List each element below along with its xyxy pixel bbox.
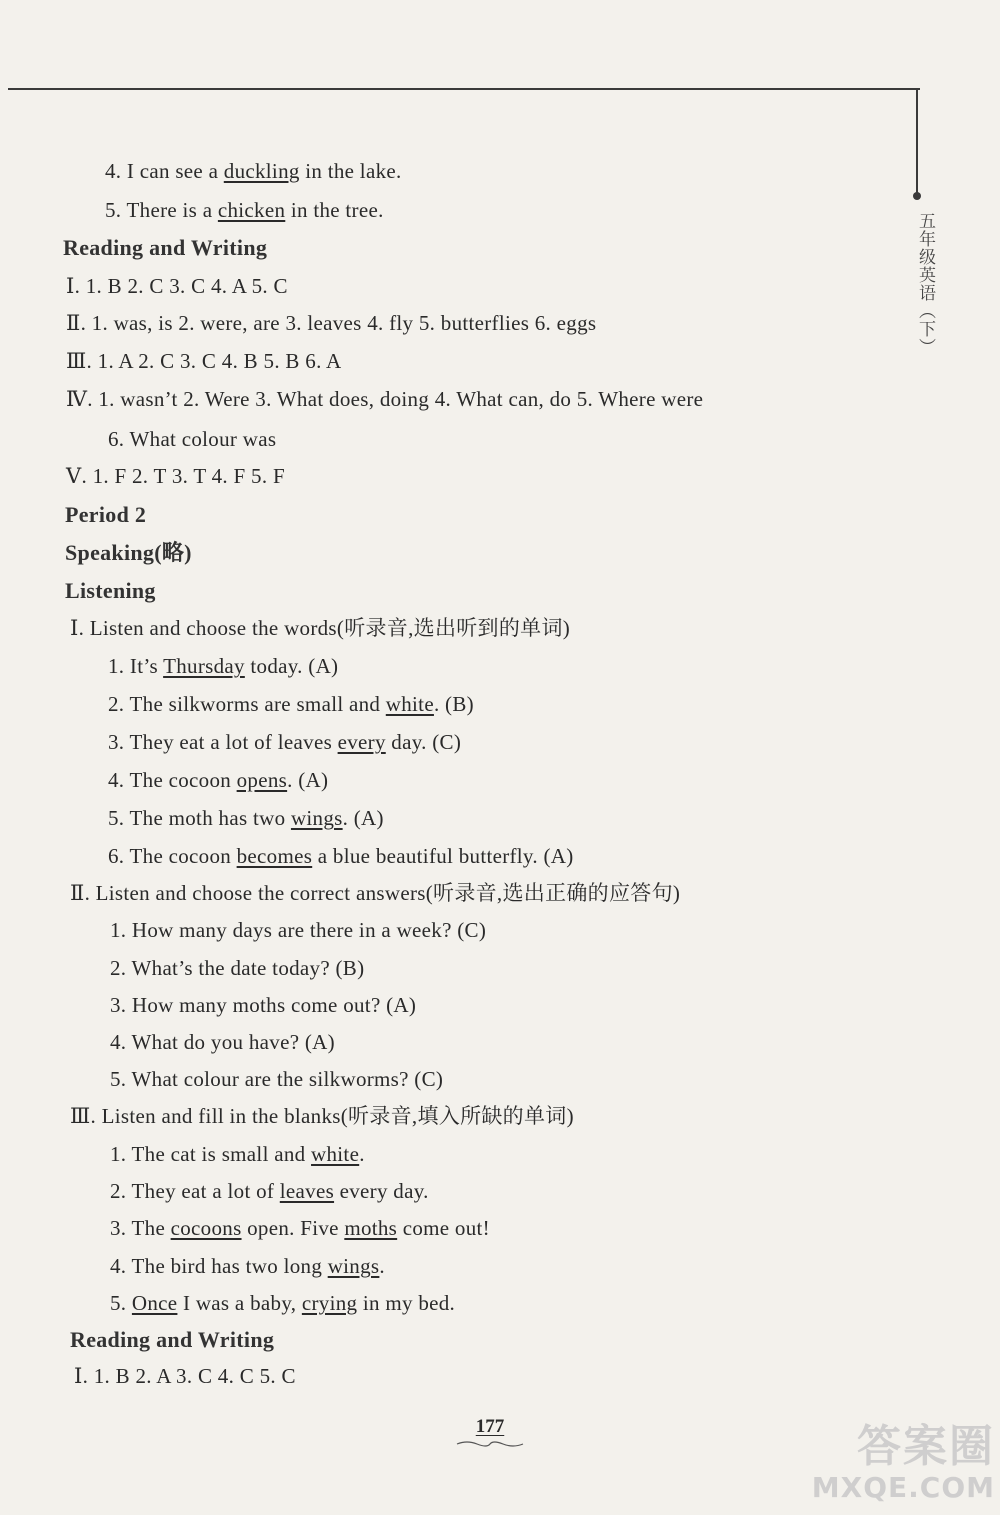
- answer-line: [110, 1178, 429, 1204]
- answer-line: [70, 1103, 574, 1129]
- underlined-answer: opens: [236, 768, 288, 792]
- line-text: . (A): [342, 806, 384, 830]
- answer-line: [110, 1141, 365, 1167]
- underlined-answer: leaves: [279, 1179, 335, 1203]
- line-text: .: [359, 1142, 365, 1166]
- watermark-logo: [795, 1422, 995, 1512]
- answer-line: [66, 273, 288, 299]
- watermark-title: 答案圈: [857, 1421, 995, 1472]
- answer-line: [108, 767, 328, 793]
- answer-line: [110, 917, 486, 943]
- side-rule-dot: [913, 192, 921, 200]
- answer-line: [110, 1253, 385, 1279]
- line-text: 5. What colour are the silkworms? (C): [110, 1067, 444, 1091]
- line-text: in the lake.: [299, 159, 402, 183]
- watermark-url: MXQE.COM: [811, 1471, 995, 1504]
- line-text: 1. It’s: [108, 654, 164, 678]
- line-text: 4. The bird has two long: [110, 1254, 328, 1278]
- answer-line: [105, 197, 384, 223]
- answer-line: [110, 1215, 490, 1241]
- underlined-answer: every: [337, 730, 386, 754]
- line-text: 1. How many days are there in a week? (C): [110, 918, 487, 942]
- line-text: 6. What colour was: [108, 427, 277, 451]
- line-text: Ⅱ. Listen and choose the correct answers(听录音,选出正确的应答句): [70, 881, 681, 905]
- line-text: 4. I can see a: [105, 159, 224, 183]
- line-text: come out!: [397, 1216, 490, 1240]
- line-text: 4. What do you have? (A): [110, 1030, 335, 1054]
- line-text: every day.: [334, 1179, 429, 1203]
- underlined-answer: Once: [131, 1291, 178, 1315]
- line-text: 5. There is a: [105, 198, 218, 222]
- answer-line: [108, 843, 574, 869]
- line-text: 3. The: [110, 1216, 171, 1240]
- line-text: Period 2: [65, 502, 147, 527]
- line-text: Reading and Writing: [63, 235, 268, 260]
- answer-line: [105, 158, 402, 184]
- line-text: I was a baby,: [177, 1291, 302, 1315]
- answer-line: [110, 1029, 335, 1055]
- line-text: .: [379, 1254, 385, 1278]
- line-text: Ⅲ. Listen and fill in the blanks(听录音,填入所缺的单词): [70, 1104, 574, 1128]
- section-heading: [70, 1327, 274, 1353]
- section-heading: [65, 540, 192, 566]
- underlined-answer: wings: [327, 1254, 380, 1278]
- answer-line: [110, 955, 364, 981]
- underlined-answer: chicken: [217, 198, 286, 222]
- underlined-answer: wings: [290, 806, 343, 830]
- line-text: today. (A): [244, 654, 339, 678]
- line-text: Listening: [65, 578, 156, 603]
- line-text: in the tree.: [285, 198, 384, 222]
- page-number: 177: [475, 1416, 505, 1437]
- answer-line: [70, 615, 570, 641]
- answer-line: [66, 310, 596, 336]
- underlined-answer: white: [311, 1142, 360, 1166]
- line-text: . (A): [287, 768, 329, 792]
- line-text: a blue beautiful butterfly. (A): [312, 844, 574, 868]
- answer-line: [70, 880, 680, 906]
- line-text: Ⅰ. Listen and choose the words(听录音,选出听到的单词): [70, 616, 571, 640]
- answer-line: [108, 691, 474, 717]
- line-text: . (B): [433, 692, 474, 716]
- answer-line: [66, 348, 341, 374]
- line-text: 1. The cat is small and: [110, 1142, 312, 1166]
- underlined-answer: moths: [344, 1216, 398, 1240]
- line-text: 5. The moth has two: [108, 806, 291, 830]
- line-text: 3. They eat a lot of leaves: [108, 730, 338, 754]
- answer-line: [108, 805, 384, 831]
- line-text: 2. They eat a lot of: [110, 1179, 280, 1203]
- answer-line: [110, 1290, 455, 1316]
- header-rule: [8, 88, 920, 90]
- line-text: Ⅱ. 1. was, is 2. were, are 3. leaves 4. fly 5. butterflies 6. eggs: [66, 311, 597, 335]
- underlined-answer: white: [385, 692, 434, 716]
- line-text: Ⅴ. 1. F 2. T 3. T 4. F 5. F: [66, 464, 285, 488]
- line-text: 6. The cocoon: [108, 844, 237, 868]
- answer-line: [66, 463, 285, 489]
- line-text: Ⅰ. 1. B 2. C 3. C 4. A 5. C: [66, 274, 288, 298]
- grade-subject-label: 五年级英语（下）: [915, 212, 935, 356]
- answer-line: [108, 653, 338, 679]
- line-text: Reading and Writing: [70, 1327, 275, 1352]
- line-text: Ⅳ. 1. wasn’t 2. Were 3. What does, doing 4. What can, do 5. Where were: [66, 387, 704, 411]
- line-text: 3. How many moths come out? (A): [110, 993, 417, 1017]
- line-text: 2. What’s the date today? (B): [110, 956, 365, 980]
- answer-line: [66, 386, 703, 412]
- line-text: 2. The silkworms are small and: [108, 692, 386, 716]
- line-text: open. Five: [241, 1216, 345, 1240]
- underlined-answer: crying: [301, 1291, 358, 1315]
- line-text: day. (C): [385, 730, 462, 754]
- answer-line: [110, 1066, 443, 1092]
- answer-line: [110, 992, 416, 1018]
- underlined-answer: becomes: [236, 844, 313, 868]
- answer-line: [74, 1363, 296, 1389]
- line-text: in my bed.: [357, 1291, 456, 1315]
- line-text: 5.: [110, 1291, 132, 1315]
- underlined-answer: duckling: [223, 159, 300, 183]
- side-rule: [916, 88, 918, 196]
- section-heading: [63, 235, 267, 261]
- page-number-ornament: [455, 1440, 525, 1448]
- section-heading: [65, 578, 156, 604]
- line-text: Speaking(略): [65, 540, 192, 565]
- line-text: Ⅰ. 1. B 2. A 3. C 4. C 5. C: [74, 1364, 296, 1388]
- section-heading: [65, 502, 146, 528]
- underlined-answer: Thursday: [163, 654, 245, 678]
- answer-line: [108, 426, 276, 452]
- line-text: 4. The cocoon: [108, 768, 237, 792]
- underlined-answer: cocoons: [170, 1216, 242, 1240]
- answer-line: [108, 729, 461, 755]
- line-text: Ⅲ. 1. A 2. C 3. C 4. B 5. B 6. A: [66, 349, 342, 373]
